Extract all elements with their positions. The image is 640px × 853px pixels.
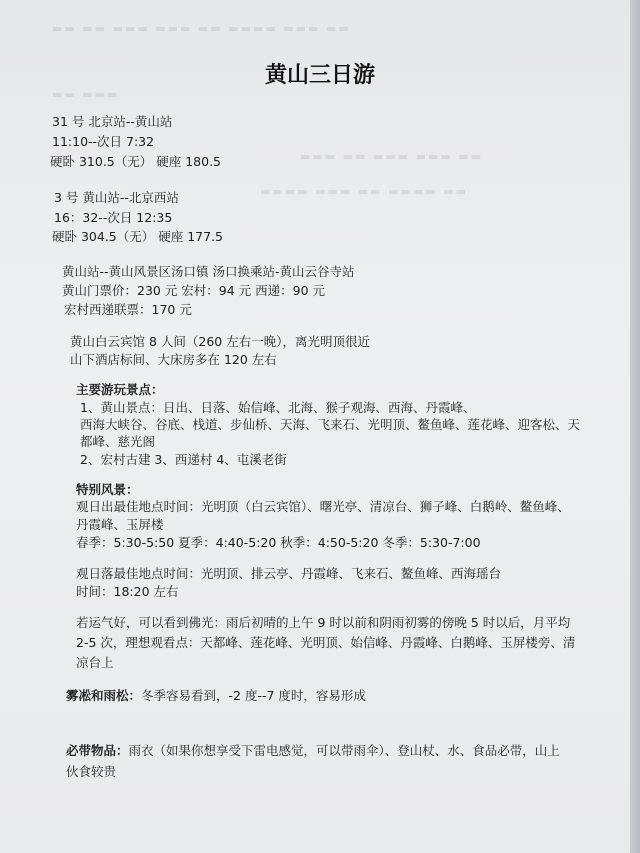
- sights-line-4: 2、宏村古建 3、西递村 4、屯溪老街: [80, 452, 287, 467]
- bleed-through-text: ▬▬ ▬▬ ▬▬▬ ▬▬▬ ▬▬ ▬▬▬▬ ▬▬▬ ▬▬: [52, 22, 351, 35]
- ticket-prices: 黄山门票价：230 元 宏村：94 元 西递：90 元: [62, 283, 326, 298]
- bleed-through-text: ▬▬▬ ▬▬ ▬▬▬ ▬▬▬ ▬▬: [300, 150, 484, 163]
- rime-label: 雾凇和雨松：: [66, 688, 142, 703]
- train2-number: 3 号 黄山站--北京西站: [54, 190, 179, 205]
- bleed-through-text: ▬▬▬▬ ▬▬▬ ▬▬ ▬▬▬▬ ▬▬: [260, 185, 468, 198]
- hotel-line-1: 黄山白云宾馆 8 人间（260 左右一晚），离光明顶很近: [70, 334, 370, 349]
- sunset-line-1: 观日落最佳地点时间：光明顶、排云亭、丹霞峰、飞来石、鳌鱼峰、西海瑶台: [76, 566, 502, 581]
- rime-line: [66, 686, 366, 704]
- bleed-through-text: ▬▬ ▬▬▬: [52, 88, 120, 101]
- combo-ticket: 宏村西递联票：170 元: [64, 302, 192, 317]
- paper-edge: [630, 0, 640, 853]
- buddha-light-line-2: 2-5 次，理想观看点：天都峰、莲花峰、光明顶、始信峰、丹霞峰、白鹅峰、玉屏楼旁、清: [76, 635, 576, 650]
- sunrise-line-1: 观日出最佳地点时间：光明顶（白云宾馆）、曙光亭、清凉台、狮子峰、白鹅岭、鳌鱼峰、: [76, 499, 570, 514]
- essentials-line-1: [66, 741, 560, 759]
- sights-line-1: 1、黄山景点：日出、日落、始信峰、北海、猴子观海、西海、丹霞峰、: [80, 400, 476, 415]
- sights-line-3: 都峰、慈光阁: [80, 434, 156, 449]
- hotel-line-2: 山下酒店标间、大床房多在 120 左右: [70, 352, 277, 367]
- essentials-text: 雨衣（如果你想享受下雷电感觉，可以带雨伞）、登山杖、水、食品必带，山上: [128, 743, 560, 758]
- scenery-heading: 特别风景：: [76, 482, 139, 497]
- sunrise-line-2: 丹霞峰、玉屏楼: [76, 517, 164, 532]
- train2-time: 16：32--次日 12:35: [54, 210, 173, 225]
- essentials-line-2: 伙食较贵: [66, 764, 117, 779]
- page-title: 黄山三日游: [264, 63, 375, 88]
- sunset-line-2: 时间：18:20 左右: [76, 584, 179, 599]
- sights-heading: 主要游玩景点：: [76, 382, 164, 397]
- train1-fare: 硬卧 310.5（无） 硬座 180.5: [50, 154, 221, 169]
- sunrise-seasons: 春季：5:30-5:50 夏季：4:40-5:20 秋季：4:50-5:20 冬季：5:30-7:00: [76, 535, 481, 550]
- rime-text: 冬季容易看到，-2 度--7 度时，容易形成: [141, 688, 366, 703]
- train1-number: 31 号 北京站--黄山站: [52, 114, 173, 129]
- buddha-light-line-3: 凉台上: [76, 655, 114, 670]
- transport-route: 黄山站--黄山风景区汤口镇 汤口换乘站-黄山云谷寺站: [62, 264, 355, 279]
- train2-fare: 硬卧 304.5（无） 硬座 177.5: [52, 229, 223, 244]
- sights-line-2: 西海大峡谷、谷底、栈道、步仙桥、天海、飞来石、光明顶、鳌鱼峰、莲花峰、迎客松、天: [80, 417, 581, 432]
- train1-time: 11:10--次日 7:32: [52, 134, 155, 149]
- buddha-light-line-1: 若运气好，可以看到佛光：雨后初晴的上午 9 时以前和阴雨初雾的傍晚 5 时以后，月平均: [76, 615, 571, 630]
- essentials-label: 必带物品：: [66, 743, 129, 758]
